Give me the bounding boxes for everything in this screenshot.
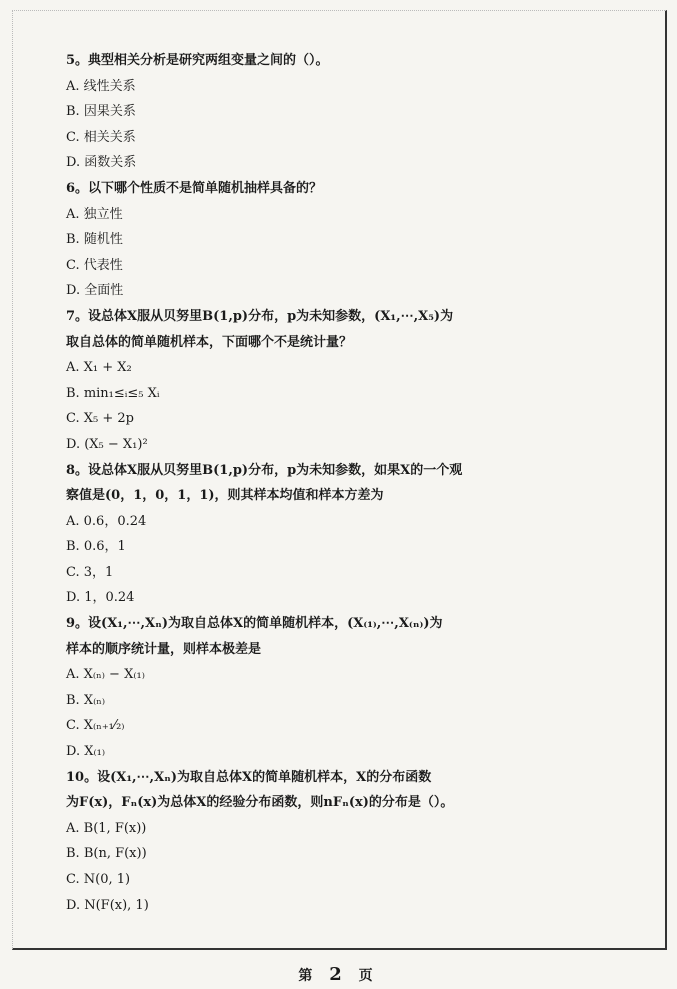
question-10	[66, 765, 626, 919]
question-9-stem-line-2: 样本的顺序统计量，则样本极差是	[66, 641, 262, 657]
question-8-stem-line-2: 察值是(0，1，0，1，1)，则其样本均值和样本方差为	[66, 488, 384, 504]
question-5-option-c: C. 相关关系	[66, 129, 136, 145]
question-9-option-d: D. X₍₁₎	[66, 744, 106, 760]
question-6-option-c: C. 代表性	[66, 257, 123, 273]
question-6-option-b: B. 随机性	[66, 232, 123, 248]
question-7-stem-line-1: 7。设总体X服从贝努里B(1,p)分布，p为未知参数，(X₁,⋯,X₅)为	[66, 308, 454, 324]
page-number-suffix: 页	[358, 968, 379, 984]
question-10-option-d: D. N(F(x), 1)	[66, 897, 149, 913]
question-8-option-c: C. 3，1	[66, 564, 114, 580]
question-9-option-b: B. X₍ₙ₎	[66, 692, 106, 708]
question-10-option-a: A. B(1, F(x))	[66, 820, 147, 836]
question-7-option-d: D. (X₅ − X₁)²	[66, 436, 148, 452]
question-8-option-a: A. 0.6，0.24	[66, 513, 147, 529]
question-6	[66, 176, 626, 304]
question-8-stem-line-1: 8。设总体X服从贝努里B(1,p)分布，p为未知参数，如果X的一个观	[66, 462, 463, 478]
question-5-option-b: B. 因果关系	[66, 104, 136, 120]
question-7-option-c: C. X₅ + 2p	[66, 411, 134, 427]
question-8-option-b: B. 0.6，1	[66, 539, 126, 555]
question-6-stem: 6。以下哪个性质不是简单随机抽样具备的？	[66, 180, 323, 196]
question-10-stem-line-1: 10。设(X₁,⋯,Xₙ)为取自总体X的简单随机样本，X的分布函数	[66, 769, 432, 785]
question-8-option-d: D. 1，0.24	[66, 590, 135, 606]
page-number-prefix: 第	[298, 968, 319, 984]
question-5-option-d: D. 函数关系	[66, 155, 137, 171]
question-8	[66, 458, 626, 612]
exam-content	[66, 48, 626, 918]
question-7-stem-line-2: 取自总体的简单随机样本，下面哪个不是统计量？	[66, 334, 353, 350]
question-10-stem-line-2: 为F(x)，Fₙ(x)为总体X的经验分布函数，则nFₙ(x)的分布是（）。	[66, 795, 454, 811]
question-9-option-a: A. X₍ₙ₎ − X₍₁₎	[66, 667, 145, 683]
question-6-option-a: A. 独立性	[66, 206, 123, 222]
question-7-option-a: A. X₁ + X₂	[66, 360, 132, 376]
question-9-option-c: C. X₍ₙ₊₁⁄₂₎	[66, 718, 125, 734]
page-number: 2	[329, 964, 348, 985]
question-10-option-b: B. B(n, F(x))	[66, 846, 147, 862]
question-7-option-b: B. min₁≤ᵢ≤₅ Xᵢ	[66, 385, 160, 401]
question-5-stem: 5。典型相关分析是研究两组变量之间的（）。	[66, 53, 329, 68]
question-5	[66, 48, 626, 176]
question-9-stem-line-1: 9。设(X₁,⋯,Xₙ)为取自总体X的简单随机样本，(X₍₁₎,⋯,X₍ₙ₎)为	[66, 616, 443, 632]
question-9	[66, 611, 626, 765]
question-10-option-c: C. N(0, 1)	[66, 872, 131, 887]
question-5-option-a: A. 线性关系	[66, 78, 136, 94]
question-6-option-d: D. 全面性	[66, 283, 124, 299]
page-number-footer	[0, 964, 677, 985]
question-7	[66, 304, 626, 458]
